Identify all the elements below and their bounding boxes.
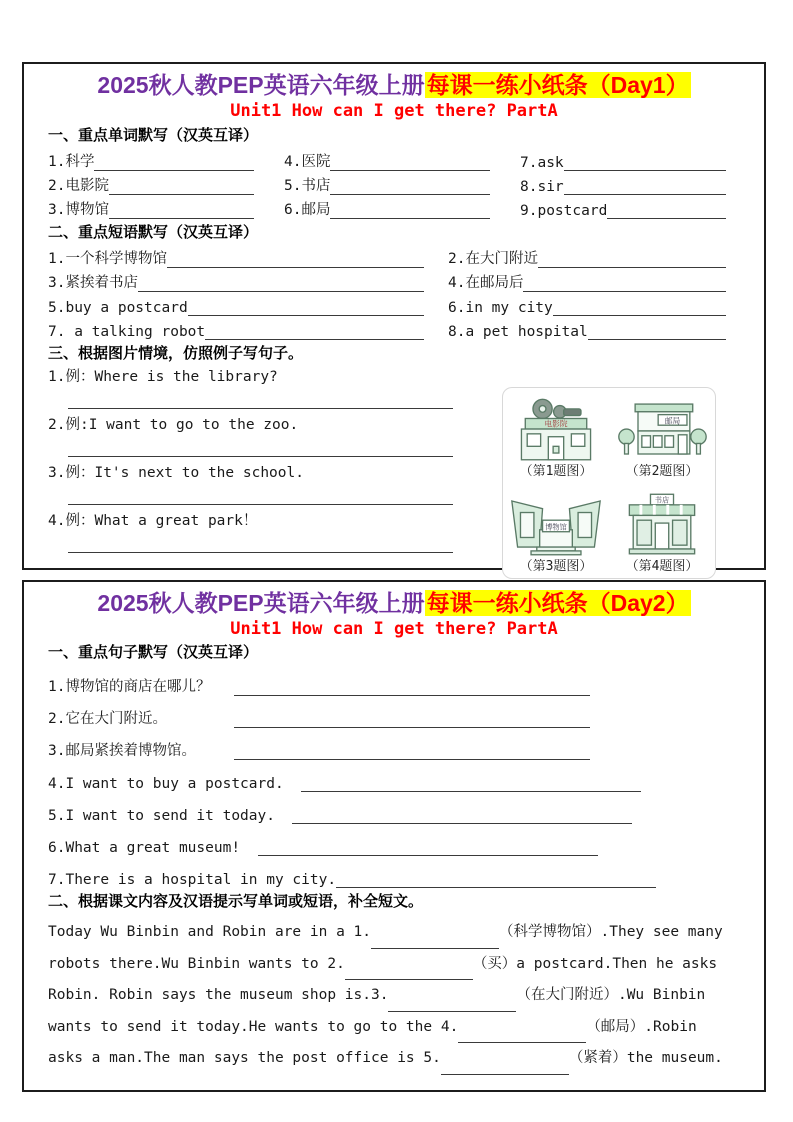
answer-blank [234,711,590,728]
word-label: 1.科学 [48,154,95,170]
sentence-item [48,760,740,792]
day2-subtitle: Unit1 How can I get there? PartA [230,619,558,639]
answer-blank [94,155,254,171]
picture-caption: （第1题图） [519,464,593,479]
phrase-label: 4.在邮局后 [448,275,524,291]
cloze-blank-4 [458,1028,586,1043]
answer-blank [68,551,453,553]
bookstore-sign-text: 书店 [654,495,670,505]
word-label: 2.电影院 [48,178,109,194]
phrase-label: 2.在大门附近 [448,251,538,267]
sentence-item [48,664,740,696]
answer-blank [258,839,598,856]
answer-blank [109,203,254,219]
answer-line [48,437,498,461]
post-office-building-illustration [614,396,710,464]
phrase-item [48,292,438,316]
answer-blank [564,179,726,195]
sentence-label: 5.I want to send it today. [48,808,275,824]
answer-line [48,533,498,557]
answer-blank [109,179,254,195]
day1-section3-heading: 三、根据图片情境，仿照例子写句子。 [48,345,304,362]
day1-title [48,70,740,100]
answer-blank [336,871,656,888]
passage-text: Today Wu Binbin and Robin are in a 1. [48,924,372,940]
cloze-passage [48,917,740,1075]
answer-blank [588,324,726,340]
cinema-building-illustration [508,396,604,464]
word-item [520,195,740,219]
answer-blank [330,203,490,219]
answer-line [48,485,498,509]
picture-cell-museum [503,483,609,578]
answer-blank [167,252,424,268]
answer-blank [205,324,424,340]
sentence-label: 3.邮局紧挨着博物馆。 [48,743,196,759]
answer-blank [330,155,490,171]
passage-text: （买）a postcard.Then he asks Robin. Robin says the museum shop is.3. [48,955,718,1003]
picture-caption: （第3题图） [519,559,593,574]
cloze-blank-1 [371,934,499,949]
phrase-label: 6.in my city [448,300,553,316]
answer-blank [234,743,590,760]
phrase-label: 8.a pet hospital [448,324,588,340]
word-item [284,195,504,219]
worksheet-day1 [22,62,766,574]
cloze-blank-3 [388,997,516,1012]
day2-section1-heading: 一、重点句子默写（汉英互译） [48,644,259,661]
word-item [48,195,268,219]
phrase-item [48,268,438,292]
day2-section2-heading: 二、根据课文内容及汉语提示写单词或短语，补全短文。 [48,893,424,910]
phrase-label: 7. a talking robot [48,324,206,340]
sentence-item [48,696,740,728]
phrase-item [448,292,740,316]
picture-caption: （第4题图） [625,559,699,574]
passage-text: （紧着）the museum. [568,1050,723,1066]
question-block [48,365,498,557]
sentence-label: 2.它在大门附近。 [48,711,167,727]
word-label: 3.博物馆 [48,202,109,218]
example-sentence: 2.例:I want to go to the zoo. [48,417,299,433]
answer-blank [68,455,453,457]
example-sentence: 3.例：It's next to the school. [48,465,304,481]
answer-blank [68,407,453,409]
cloze-blank-5 [441,1060,569,1075]
phrase-label: 3.紧挨着书店 [48,275,138,291]
answer-blank [607,203,726,219]
word-item [284,147,504,171]
day1-title-prefix: 2025秋人教PEP英语六年级上册 [97,72,425,98]
cloze-blank-2 [345,965,473,980]
day1-section2-heading: 二、重点短语默写（汉英互译） [48,224,259,241]
day1-word-list [48,147,740,219]
word-label: 6.邮局 [284,202,331,218]
phrase-item [448,268,740,292]
word-item [48,171,268,195]
day2-title [48,588,740,618]
day1-title-highlight: 每课一练小纸条（Day1） [426,72,689,98]
answer-blank [138,276,424,292]
day2-title-prefix: 2025秋人教PEP英语六年级上册 [97,590,425,616]
answer-blank [292,807,632,824]
museum-sign-text: 博物馆 [545,522,567,532]
word-label: 9.postcard [520,203,608,219]
sentence-item [48,824,740,856]
day1-section1-heading: 一、重点单词默写（汉英互译） [48,127,259,144]
answer-line [48,389,498,413]
picture-cell-post-office [609,388,715,483]
phrase-item [448,316,740,340]
answer-blank [564,155,726,171]
example-sentence: 4.例：What a great park！ [48,513,258,529]
sentence-label: 4.I want to buy a postcard. [48,776,284,792]
answer-blank [234,679,590,696]
word-label: 5.书店 [284,178,331,194]
answer-blank [188,300,424,316]
picture-caption: （第2题图） [625,464,699,479]
word-item [520,147,740,171]
phrase-item [448,244,740,268]
passage-text: （邮局）.Robin asks a man.The man says the post office is 5. [48,1018,697,1066]
sentence-label: 6.What a great museum! [48,840,241,856]
day2-title-highlight: 每课一练小纸条（Day2） [426,590,689,616]
example-sentence: 1.例：Where is the library? [48,369,278,385]
word-label: 8.sir [520,179,564,195]
sentence-item [48,792,740,824]
passage-text: （在大门附近）.Wu Binbin wants to send it today.He wants to go to the 4. [48,987,706,1035]
passage-text: （科学博物馆）.They see many robots there.Wu Binbin wants to 2. [48,924,723,972]
day2-sentence-list [48,664,740,888]
picture-cell-bookstore [609,483,715,578]
day1-subtitle: Unit1 How can I get there? PartA [230,101,558,121]
sentence-label: 1.博物馆的商店在哪儿？ [48,679,211,695]
answer-blank [538,252,726,268]
post-office-sign-text: 邮局 [664,416,681,426]
sentence-item [48,728,740,760]
phrase-label: 5.buy a postcard [48,300,188,316]
phrase-label: 1.一个科学博物馆 [48,251,167,267]
word-item [284,171,504,195]
phrase-item [48,316,438,340]
word-item [48,147,268,171]
answer-blank [301,775,641,792]
word-label: 7.ask [520,155,564,171]
phrase-item [48,244,438,268]
word-item [520,171,740,195]
sentence-label: 7.There is a hospital in my city. [48,872,337,888]
answer-blank [553,300,726,316]
worksheet-day2 [22,580,766,1092]
bookstore-building-illustration [614,491,710,559]
answer-blank [523,276,726,292]
sentence-item [48,856,740,888]
day1-section3-body [48,365,740,574]
museum-building-illustration [508,491,604,559]
picture-cell-cinema [503,388,609,483]
cinema-sign-text: 电影院 [544,419,568,429]
word-label: 4.医院 [284,154,331,170]
answer-blank [68,503,453,505]
day1-phrase-list [48,244,740,340]
picture-panel [502,387,716,579]
answer-blank [330,179,490,195]
